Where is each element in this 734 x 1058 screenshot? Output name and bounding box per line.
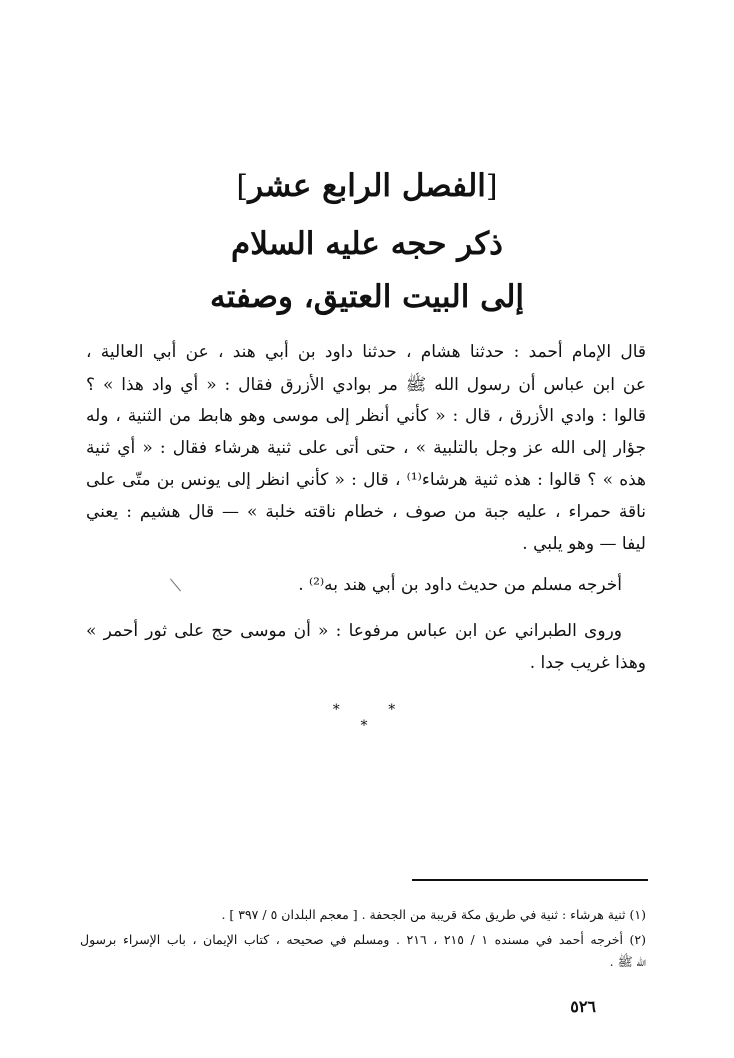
footnote-1: (١) ثنية هرشاء : ثنية في طريق مكة قريبة من الجحفة . [ معجم البلدان ٥ / ٣٩٧ ] .: [221, 907, 646, 922]
body-line-9: وروى الطبراني عن ابن عباس مرفوعا : « أن موسى حج على ثور أحمر »: [86, 621, 622, 641]
body-line-5: هذه » ؟ قالوا : هذه ثنية هرشاء⁽¹⁾ ، قال : « كأني انظر إلى يونس بن متّى على: [86, 470, 646, 490]
chapter-subtitle-1: ذكر حجه عليه السلام: [231, 226, 503, 262]
footnote-2: (٢) أخرجه أحمد في مسنده ١ / ٢١٥ ، ٢١٦ . ومسلم في صحيحه ، كتاب الإيمان ، باب الإسراء برسول: [80, 932, 646, 947]
body-line-6: ناقة حمراء ، عليه جبة من صوف ، خطام ناقته خلبة » — قال هشيم : يعني: [86, 502, 646, 522]
body-line-7: ليفا — وهو يلبي .: [522, 534, 646, 554]
page-number: ٥٢٦: [570, 997, 596, 1016]
footnote-rule: [412, 879, 648, 881]
body-line-3: قالوا : وادي الأزرق ، قال : « كأني أنظر إلى موسى وهو هابط من الثنية ، وله: [86, 406, 646, 426]
chapter-title: الفصل الرابع عشر: [248, 168, 486, 204]
body-line-8: أخرجه مسلم من حديث داود بن أبي هند به⁽²⁾ .: [298, 575, 622, 595]
body-line-10: وهذا غريب جدا .: [529, 653, 646, 673]
heading-bracket-close: ]: [236, 169, 249, 204]
body-line-1: قال الإمام أحمد : حدثنا هشام ، حدثنا داود بن أبي هند ، عن أبي العالية ،: [86, 342, 646, 362]
body-line-4: جؤار إلى الله عز وجل بالتلبية » ، حتى أتى على ثنية هرشاء فقال : « أي ثنية: [86, 438, 646, 458]
chapter-heading: [60, 168, 674, 204]
heading-bracket-open: [: [485, 169, 498, 204]
footnote-2-continued: الله ﷺ .: [609, 954, 646, 969]
body-line-2: عن ابن عباس أن رسول الله ﷺ مر بوادي الأزرق فقال : « أي واد هذا » ؟: [86, 375, 646, 395]
chapter-subtitle-2: إلى البيت العتيق، وصفته: [209, 279, 524, 315]
section-separator: * * *: [332, 702, 418, 734]
